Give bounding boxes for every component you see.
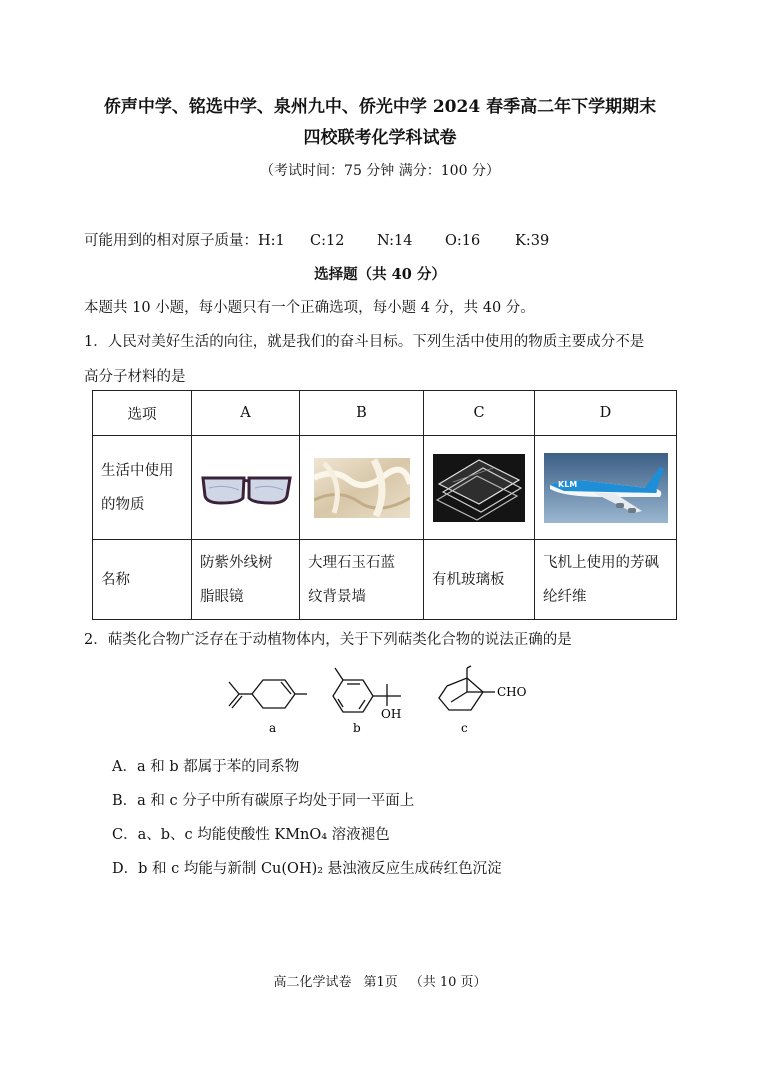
structure-c-label: c <box>461 721 468 735</box>
name-c-line1: 有机玻璃板 <box>432 571 505 588</box>
cell-image-b <box>300 436 424 540</box>
structure-b-oh: OH <box>381 707 402 721</box>
atomic-mass-n: N:14 <box>377 233 413 249</box>
q1-options-table <box>92 390 677 620</box>
name-b-line2: 纹背景墙 <box>308 588 366 605</box>
row-label-items-line1: 生活中使用 <box>101 462 174 479</box>
row-label-names-text: 名称 <box>101 571 130 588</box>
structure-a-ring <box>252 680 295 708</box>
footer-total: （共 10 页） <box>409 975 487 990</box>
name-a-line2: 脂眼镜 <box>200 588 244 605</box>
atomic-mass-o: O:16 <box>445 233 481 249</box>
terpene-structures <box>215 660 535 738</box>
row-label-items-line2: 的物质 <box>101 496 145 513</box>
atomic-masses-label: 可能用到的相对原子质量： <box>84 233 258 249</box>
atomic-mass-h: H:1 <box>258 233 285 249</box>
structure-c-ring <box>439 678 483 710</box>
table-header-c: C <box>424 391 535 436</box>
name-d-line1: 飞机上使用的芳砜 <box>543 554 659 571</box>
table-header-d: D <box>535 391 677 436</box>
atomic-masses-line <box>84 229 549 250</box>
exam-title-line1: 侨声中学、铭选中学、泉州九中、侨光中学 2024 春季高二年下学期期末 <box>103 97 657 117</box>
q2-option-a: A．a 和 b 都属于苯的同系物 <box>112 759 300 775</box>
name-b <box>300 540 424 620</box>
table-header-a: A <box>192 391 300 436</box>
name-d <box>535 540 677 620</box>
eyeglasses-image <box>199 468 293 508</box>
page-footer <box>0 971 760 990</box>
q2-stem: 2．萜类化合物广泛存在于动植物体内，关于下列萜类化合物的说法正确的是 <box>84 632 572 648</box>
klm-logo-text: KLM <box>557 479 577 489</box>
atomic-mass-k: K:39 <box>515 233 550 249</box>
footer-course: 高二化学试卷 <box>273 975 352 990</box>
row-label-items <box>93 436 192 540</box>
cell-image-c <box>424 436 535 540</box>
name-b-line1: 大理石玉石蓝 <box>308 554 395 571</box>
marble-wall-image <box>314 458 410 518</box>
name-c <box>424 540 535 620</box>
footer-page: 第1页 <box>363 975 398 990</box>
exam-info: （考试时间：75 分钟 满分：100 分） <box>260 163 500 179</box>
exam-title-line2: 四校联考化学科试卷 <box>303 128 457 148</box>
section-heading: 选择题（共 40 分） <box>314 266 446 283</box>
table-header-label: 选项 <box>93 391 192 436</box>
structure-b-label: b <box>353 721 361 735</box>
name-d-line2: 纶纤维 <box>543 588 587 605</box>
q1-stem-line2: 高分子材料的是 <box>84 369 186 385</box>
name-a-line1: 防紫外线树 <box>200 554 273 571</box>
q2-option-d: D．b 和 c 均能与新制 Cu(OH)₂ 悬浊液反应生成砖红色沉淀 <box>112 861 502 877</box>
acrylic-sheets-image <box>433 454 525 522</box>
cell-image-d <box>535 436 677 540</box>
structure-a-label: a <box>269 721 277 735</box>
atomic-mass-c: C:12 <box>310 233 345 249</box>
table-header-b: B <box>300 391 424 436</box>
q2-option-b: B．a 和 c 分子中所有碳原子均处于同一平面上 <box>112 793 415 809</box>
airplane-image <box>544 453 668 523</box>
structure-b-ring <box>333 680 373 712</box>
structure-c-cho: CHO <box>497 685 527 699</box>
row-label-names <box>93 540 192 620</box>
section-instructions: 本题共 10 小题，每小题只有一个正确选项，每小题 4 分，共 40 分。 <box>84 300 535 316</box>
q2-option-c: C．a、b、c 均能使酸性 KMnO₄ 溶液褪色 <box>112 827 390 843</box>
cell-image-a <box>192 436 300 540</box>
name-a <box>192 540 300 620</box>
q1-stem-line1: 1．人民对美好生活的向往，就是我们的奋斗目标。下列生活中使用的物质主要成分不是 <box>84 334 645 350</box>
